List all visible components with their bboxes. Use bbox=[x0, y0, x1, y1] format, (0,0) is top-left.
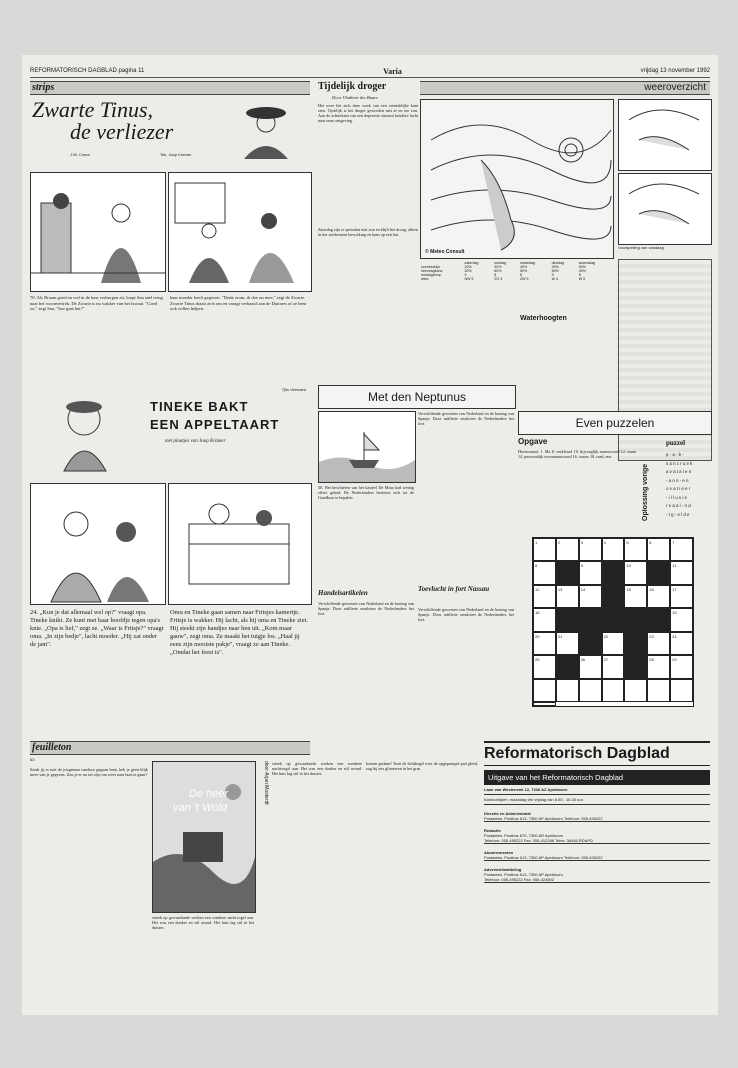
puzzel-label: puzzel bbox=[666, 439, 686, 447]
neptunus-col-1-body: Verschillende gewesten van Nederland en de koning van Spanje. Door artillerie omsloten de Nederlanders het fort. bbox=[318, 601, 414, 616]
crossword-cell[interactable]: 14 bbox=[579, 585, 602, 608]
crossword-cell[interactable] bbox=[556, 679, 579, 702]
crossword-cell[interactable]: 24 bbox=[670, 632, 693, 655]
crossword-cell[interactable]: 26 bbox=[579, 655, 602, 678]
newspaper-page bbox=[22, 55, 718, 1015]
strip-panel-1 bbox=[30, 172, 166, 292]
neptunus-illustration bbox=[318, 411, 416, 483]
tineke-caption-24: 24. „Kun je dat allemaal wel op?" vraagt opa. Tineke knikt. Ze kunt met haar hoofdje tegen opa's knie. „Opa is lief," zegt ze. „Waar is Fritsje?" vraagt oma. „In zijn bedje", lacht moeder. „Hij zat onder de jam". bbox=[30, 609, 164, 648]
tijdelijk-byline: Door Vladimir des Baars bbox=[332, 95, 378, 100]
forecast-cell: middagtemp. bbox=[421, 273, 442, 277]
crossword-black-cell bbox=[647, 561, 670, 584]
tijdelijk-p2: Zaterdag zijn er perioden met zon en blijft het droog, alleen in het zuidwesten bewolking en kans op een bui. bbox=[318, 227, 418, 237]
neptunus-col-2-body: Verschillende gewesten van Nederland en de koning van Spanje. Door artillerie omsloten de Nederlanders het fort. bbox=[418, 411, 514, 426]
crossword-cell[interactable]: 13 bbox=[556, 585, 579, 608]
opgave-text: Horizontaal: 1. Ma 8. verkleurd 10. bijvoeglijk naamwoord 12. munt 14. persoonlijk voornaamwoord 16. zuster 18. raad, enz. bbox=[518, 449, 636, 459]
section-title: Varia bbox=[383, 66, 402, 76]
forecast-cell: 60% bbox=[551, 269, 559, 273]
crossword-cell[interactable]: 1 bbox=[533, 538, 556, 561]
weather-mini-map-1 bbox=[618, 99, 712, 171]
tineke-panel-2-drawing bbox=[169, 484, 311, 604]
tineke-panel-2 bbox=[168, 483, 312, 605]
crossword-cell[interactable] bbox=[670, 679, 693, 702]
crossword-grid bbox=[532, 537, 694, 707]
crossword-cell[interactable]: 15 bbox=[624, 585, 647, 608]
crossword-black-cell bbox=[647, 608, 670, 631]
crossword-cell[interactable]: 25 bbox=[533, 655, 556, 678]
forecast-cell: W 5 bbox=[578, 277, 586, 281]
oplossing-label: Oplossing vorige bbox=[642, 463, 649, 521]
crossword-black-cell bbox=[602, 608, 625, 631]
forecast-cell: 30% bbox=[494, 265, 502, 269]
crossword-cell[interactable] bbox=[533, 679, 556, 702]
weer-tag-bar bbox=[420, 81, 710, 95]
rd-adv-addr: Postadres: Postbus 613, 7300 AP Apeldoorn bbox=[484, 872, 563, 877]
forecast-header-cell: maandag bbox=[519, 261, 535, 265]
book-cover-illustration bbox=[153, 762, 255, 912]
crossword-cell[interactable]: 28 bbox=[647, 655, 670, 678]
forecast-cell: neerslagkans bbox=[421, 269, 443, 273]
oplossing-line: s a n c r u e k bbox=[666, 460, 693, 466]
weer-tag: weeroverzicht bbox=[644, 82, 706, 93]
crossword-cell[interactable]: 23 bbox=[647, 632, 670, 655]
oplossing-line: p - a - b - bbox=[666, 452, 684, 457]
tijdelijk-title: Tijdelijk droger bbox=[318, 81, 387, 92]
crossword-black-cell bbox=[602, 585, 625, 608]
forecast-header-cell: dinsdag bbox=[551, 261, 565, 265]
crossword-black-cell bbox=[602, 561, 625, 584]
tijdelijk-article bbox=[318, 81, 418, 381]
forecast-cell: 30% bbox=[464, 269, 472, 273]
oplossing-line: a v a t a l e n bbox=[666, 469, 692, 474]
tineke-title-2: EEN APPELTAART bbox=[150, 417, 280, 432]
rd-title: Reformatorisch Dagblad bbox=[484, 741, 710, 766]
crossword-cell[interactable]: 29 bbox=[670, 655, 693, 678]
strips-tag: strips bbox=[32, 82, 55, 93]
rd-redactie-tel: Telefoon: 055-495222 Fax: 055-412288 Telex: 36445 RDAPD bbox=[484, 838, 710, 844]
weather-map-drawing bbox=[421, 100, 613, 258]
crossword-cell[interactable]: 19 bbox=[670, 608, 693, 631]
crossword-black-cell bbox=[579, 632, 602, 655]
strip-title-1: Zwarte Tinus, bbox=[32, 97, 154, 122]
strip-panel-2 bbox=[168, 172, 312, 292]
tijdelijk-p1: Het weer liet zich deze week van een vriendelijke kant zien. Tijdelijk is het droger geworden met af en toe zon. Aan de achterkant van een depressie stroomt koudere lucht naar onze omgeving. bbox=[318, 103, 418, 123]
crossword-black-cell bbox=[624, 608, 647, 631]
forecast-cell: 50% bbox=[519, 269, 528, 273]
crossword-cell[interactable]: 17 bbox=[670, 585, 693, 608]
oplossing-line: - a n n - e n bbox=[666, 477, 689, 483]
crossword-cell[interactable]: 5 bbox=[624, 538, 647, 561]
rd-directie: Directie en Administratie bbox=[484, 811, 531, 816]
crossword-cell[interactable] bbox=[624, 679, 647, 702]
header-left: REFORMATORISCH DAGBLAD pagina 11 bbox=[30, 68, 145, 74]
forecast-row bbox=[420, 277, 612, 281]
forecast-cell: wind bbox=[421, 277, 429, 281]
feuilleton-tag: feuilleton bbox=[32, 742, 72, 753]
tineke-credit: Tjits Veenstra bbox=[281, 387, 306, 392]
feuilleton-tag-bar bbox=[30, 741, 310, 755]
tineke-caption-24b: Omu en Tineke gaan samen naar Fritsjes kamertje. Fritsje is wakker. Hij lacht, als hij oma en Tineke ziet. Hij steekt zijn handjes naar hen uit. „Kom maar gauw", zegt oma. Ze maakt het tuigje los. „Haal jij eens zijn mooiste pakje", vraagt ze aan Tineke. „Omdat het feest is". bbox=[170, 609, 308, 656]
rd-advertentie: Advertentieafdeling bbox=[484, 867, 522, 872]
forecast-cell: zonneschijn bbox=[421, 265, 440, 269]
crossword-cell[interactable]: 4 bbox=[602, 538, 625, 561]
header-date: vrijdag 13 november 1992 bbox=[640, 68, 710, 74]
crossword-cell[interactable] bbox=[602, 679, 625, 702]
rd-address: Laan van Westenenk 12, 7336 AZ Apeldoorn bbox=[484, 785, 710, 795]
crossword-cell[interactable]: 2 bbox=[556, 538, 579, 561]
neptunus-caption-30: 30. Het beschieten van het kasteel De Mina had weinig effect gehad. De Nederlanders besloten zich tot de Goudkust te bepalen. bbox=[318, 485, 414, 500]
crossword-cell[interactable]: 10 bbox=[624, 561, 647, 584]
tineke-plates: met plaatjes van Joop Kramer bbox=[165, 439, 226, 444]
page-header bbox=[30, 65, 710, 78]
crossword-black-cell bbox=[556, 561, 579, 584]
forecast-cell: 40% bbox=[578, 269, 586, 273]
neptunus-title: Met den Neptunus bbox=[367, 390, 467, 404]
forecast-cell: 8 bbox=[494, 273, 497, 277]
crossword-cell[interactable] bbox=[647, 679, 670, 702]
book-title-2: van 't Wold bbox=[173, 802, 228, 814]
weather-mini-map-2 bbox=[618, 173, 712, 245]
book-cover bbox=[152, 761, 256, 913]
feuilleton-col-1: Sinds jij er met de jongeman vandoor gegaan bent, heb je geen blijk meer van je gegeven. Zou je er nu toe zijn om weer naar huis te gaan? bbox=[30, 767, 148, 777]
crossword-black-cell bbox=[556, 655, 579, 678]
oplossing-line: - i l l u s i e bbox=[666, 494, 687, 500]
forecast-cell: 60% bbox=[494, 269, 502, 273]
crossword-cell[interactable]: 22 bbox=[602, 632, 625, 655]
puzzel-title: Even puzzelen bbox=[575, 416, 655, 430]
rd-redactie: Redactie bbox=[484, 828, 501, 833]
forecast-cell: 8 bbox=[578, 273, 581, 277]
crossword-cell[interactable]: 11 bbox=[670, 561, 693, 584]
tineke-title-1: TINEKE BAKT bbox=[150, 399, 249, 414]
book-author: door Arjan Mosterdt bbox=[263, 761, 269, 805]
feuilleton-col-4: komen gedaan! Toen de lichtkegel over de opgepompte pad gleed, zag hij iets glinsteren in het gras. bbox=[366, 761, 478, 771]
neptunus-drawing bbox=[319, 412, 415, 482]
crossword-cell[interactable]: 6 bbox=[647, 538, 670, 561]
crossword-black-cell bbox=[624, 632, 647, 655]
crossword-cell[interactable]: 9 bbox=[579, 561, 602, 584]
mini-map-1-drawing bbox=[619, 100, 711, 170]
officer-illustration bbox=[226, 97, 306, 161]
crossword-cell[interactable]: 12 bbox=[533, 585, 556, 608]
waterhoogten-heading: Waterhoogten bbox=[520, 315, 567, 322]
forecast-cell: ZO 3 bbox=[494, 277, 503, 281]
rd-abon-addr: Postadres: Postbus 613, 7300 AP Apeldoorn Telefoon: 055-495222 bbox=[484, 855, 710, 861]
tineke-girl-illustration bbox=[34, 393, 134, 473]
feuilleton-col-2: streek op gewaarlande werken een sombere nachtvogel aan. Het was een donker en stil avond. Het huis lag stil in het duister. bbox=[152, 915, 254, 930]
crossword-black-cell bbox=[556, 608, 579, 631]
crossword-cell[interactable]: 20 bbox=[533, 632, 556, 655]
zwarte-tinus-header bbox=[30, 97, 310, 167]
weather-forecast-table bbox=[420, 261, 612, 281]
strip-credit-drawing: Tek. Joop Kramer bbox=[160, 152, 192, 157]
strip-caption-70: 70. Als Braam goed en wel in de kast verborgen zit, loopt Sna snel terug naar het woonvertrek. De Zwarte is nu wakker van het lawaai. "Goed zo," zegt Sna, "hoe gaat het?" bbox=[30, 295, 163, 312]
crossword-black-cell bbox=[624, 655, 647, 678]
strip-credit-text: J.W. Coma bbox=[70, 152, 90, 157]
forecast-header-cell: zondag bbox=[494, 261, 507, 265]
oplossing-line: o v a t i e e r bbox=[666, 486, 691, 491]
crossword-cell[interactable]: 8 bbox=[533, 561, 556, 584]
oplossing-grid bbox=[666, 451, 710, 523]
neptunus-col-2-body-b: Verschillende gewesten van Nederland en de koning van Spanje. Door artillerie omsloten de Nederlanders het fort. bbox=[418, 607, 514, 622]
forecast-cell: 9 bbox=[464, 273, 467, 277]
crossword-cell[interactable] bbox=[579, 679, 602, 702]
forecast-cell: 40% bbox=[519, 265, 528, 269]
forecast-cell: 30% bbox=[551, 265, 559, 269]
tineke-panel-1-drawing bbox=[31, 484, 165, 604]
strips-tag-bar bbox=[30, 81, 310, 95]
rd-redactie-addr: Postadres: Postbus 670, 7300 AR Apeldoorn bbox=[484, 833, 564, 838]
rd-directie-addr: Postadres: Postbus 613, 7300 AP Apeldoorn Telefoon: 055-495222 bbox=[484, 816, 710, 822]
forecast-cell: ZW 5 bbox=[519, 277, 529, 281]
crossword-cell[interactable]: 3 bbox=[579, 538, 602, 561]
panel-2-drawing bbox=[169, 173, 311, 291]
strip-title-2: de verliezer bbox=[70, 119, 174, 144]
puzzel-banner bbox=[518, 411, 712, 435]
oplossing-line: r e a a l - n d bbox=[666, 503, 691, 508]
crossword-cell[interactable] bbox=[533, 702, 556, 706]
crossword-black-cell bbox=[579, 608, 602, 631]
strip-caption-71: haar moeder heeft gegeven. "Denk erom, ik doe nu mee," zegt de Zwarte. Zwarte Tinus draait zich om en vraagt verbaasd aan de Duitsers of ze hem ook willen helpen. bbox=[170, 295, 307, 312]
crossword-cell[interactable]: 18 bbox=[533, 608, 556, 631]
feuilleton-col-3: streek op gewaarlande werken een sombere nachtvogel aan. Het was een donker en stil avond. Het huis lag stil in het duister. bbox=[272, 761, 362, 776]
forecast-cell: W 4 bbox=[551, 277, 558, 281]
tineke-header bbox=[30, 385, 310, 477]
weather-map-copyright: © Meteo Consult bbox=[425, 249, 465, 255]
neptunus-subhead-1: Toevlucht in fort Nassau bbox=[418, 585, 490, 593]
oplossing-line: - t g - e l d e bbox=[666, 511, 690, 517]
rd-colophon bbox=[484, 741, 710, 1011]
crossword-cell[interactable]: 21 bbox=[556, 632, 579, 655]
rd-hours: Kantoortijden: maandag t/m vrijdag van 8.00 - 16.30 uur. bbox=[484, 795, 710, 805]
weather-vandaag-label: Voorspelling van vandaag bbox=[618, 245, 664, 250]
crossword-cell[interactable]: 7 bbox=[670, 538, 693, 561]
book-title-1: De heer bbox=[189, 788, 229, 800]
rd-uitgave: Uitgave van het Reformatorisch Dagblad bbox=[484, 770, 710, 785]
neptunus-banner bbox=[318, 385, 516, 409]
crossword-cell[interactable]: 16 bbox=[647, 585, 670, 608]
forecast-cell: 50% bbox=[578, 265, 586, 269]
forecast-cell: 8 bbox=[519, 273, 522, 277]
rd-abonnementen: Abonnementen bbox=[484, 850, 514, 855]
forecast-cell: 9 bbox=[551, 273, 554, 277]
mini-map-2-drawing bbox=[619, 174, 711, 244]
forecast-cell: 20% bbox=[464, 265, 472, 269]
forecast-cell: NW 5 bbox=[464, 277, 474, 281]
crossword-cell[interactable]: 27 bbox=[602, 655, 625, 678]
neptunus-subhead-2: Handelsartikelen bbox=[318, 589, 368, 597]
tineke-panel-1 bbox=[30, 483, 166, 605]
forecast-header-cell: woensdag bbox=[578, 261, 596, 265]
rd-adv-tel: Telefoon: 055-495222 Fax: 055-424802 bbox=[484, 877, 710, 883]
weather-map bbox=[420, 99, 614, 259]
forecast-header-cell: zaterdag bbox=[464, 261, 479, 265]
feuilleton-number: 63 bbox=[30, 757, 35, 762]
opgave-heading: Opgave bbox=[518, 437, 548, 446]
panel-1-drawing bbox=[31, 173, 165, 291]
